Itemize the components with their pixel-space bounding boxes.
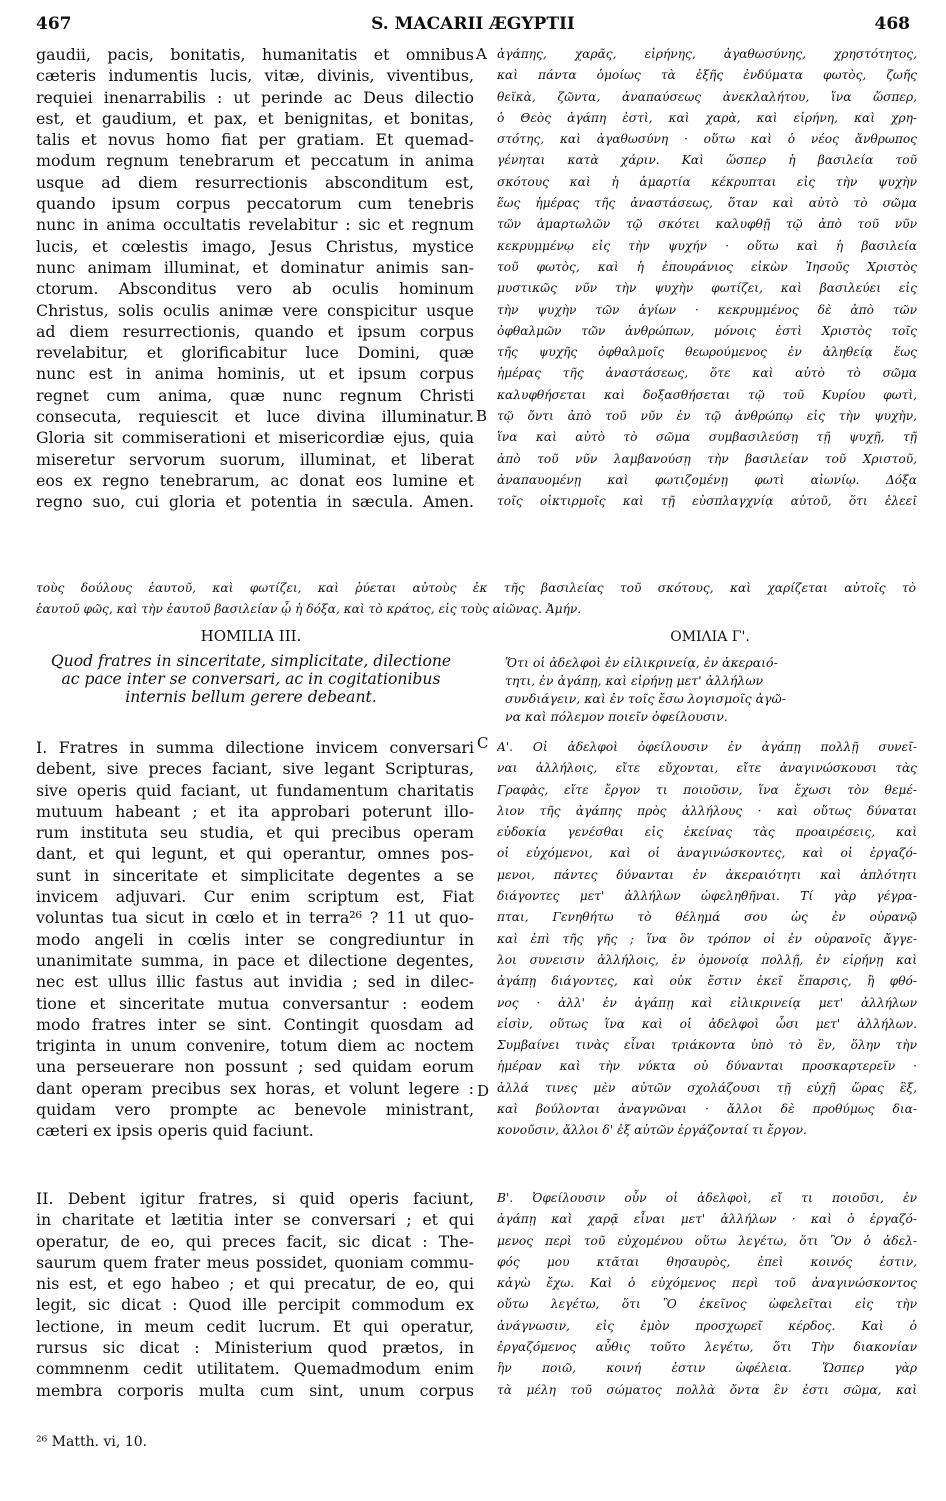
text-line: να καὶ πόλεμον ποιεῖν ὀφείλουσιν. [505, 709, 728, 724]
text-line: τῶν ἁμαρτωλῶν τῷ σκότει καλυφθῇ τῷ ἀπὸ τοῦ νῦν [497, 217, 917, 232]
text-line: nec est ullus illic fastus aut invidia ; sed in dilec- [36, 972, 474, 992]
text-line: talis et novus homo fiat per gratiam. Et quemad- [36, 130, 474, 150]
text-line: ἵνα καὶ αὐτὸ τὸ σῶμα συμβασιλεύσῃ τῇ ψυχῇ, τῇ [497, 430, 917, 445]
text-line: internis bellum gerere debeant. [125, 688, 377, 706]
text-line: Γραφὰς, εἴτε ἔργον τι ποιοῦσιν, ἵνα ἔχωσι τὸν θεμέ- [497, 782, 917, 797]
text-line: τοὺς δούλους ἑαυτοῦ, καὶ φωτίζει, καὶ ῥύεται αὐτοὺς ἐκ τῆς βασιλείας τοῦ σκότους, καὶ χαρίζεται αὐτοῖς τὸ [36, 581, 916, 595]
greek-paragraph-2 [497, 1188, 917, 1401]
text-line: εὐδοκία γενέσθαι εἰς ἐκείνας τὰς προαιρέσεις, καὶ [497, 825, 917, 840]
text-line: ἡμέραν καὶ τὴν νύκτα οὐ δύνανται προσκαρτερεῖν · [497, 1059, 917, 1074]
text-line: τοῖς οἰκτιρμοῖς καὶ τῇ εὐσπλαγχνίᾳ αὐτοῦ, ὅτι ἐλεεῖ [497, 494, 917, 509]
text-line: nunc in anima occultatis revelabitur : sic et regnum [36, 215, 474, 235]
text-line: τητι, ἐν ἀγάπῃ, καὶ εἰρήνῃ μετ' ἀλλήλων [505, 673, 764, 688]
text-line: cæteri ex ipsis operis quid faciunt. [36, 1121, 314, 1141]
running-title: S. MACARII ÆGYPTII [371, 14, 575, 34]
text-line: εἰσὶν, οὕτως ἵνα καὶ οἱ ἀδελφοὶ ὦσι μετ' ἀλλήλων. [497, 1016, 917, 1031]
text-line: οἱ εὐχόμενοι, καὶ οἱ ἀναγινώσκοντες, καὶ οἱ ἐργαζό- [497, 846, 917, 861]
text-line: Christus, solis oculis animæ vere conspicitur usque [36, 300, 474, 320]
text-line: sunt in sinceritate et simplicitate degentes a se [36, 865, 474, 885]
text-line: λιον τῆς ἀγάπης πρὸς ἀλλήλους · καὶ οὕτως δύναται [497, 803, 917, 818]
text-line: modo fratres inter se sint. Contingit quosdam ad [36, 1014, 474, 1034]
text-line: στότης, καὶ ἀγαθωσύνη · οὕτω καὶ ὁ νέος ἄνθρωπος [497, 132, 917, 147]
text-line: νος · ἀλλ' ἐν ἀγάπῃ καὶ εἰλικρινείᾳ μετ' ἀλλήλων [497, 995, 917, 1010]
text-line: ἐργαζόμενος αὖθις τοῦτο λεγέτω, ὅτι Τὴν διακονίαν [497, 1340, 917, 1355]
text-line: saurum quem frater meus possidet, quoniam commu- [36, 1252, 474, 1272]
text-line: rum instituta seu studia, et qui precibus operam [36, 823, 474, 843]
text-line: voluntas tua sicut in cœlo et in terra²⁶ ? 11 ut quo- [36, 908, 474, 928]
text-line: σκότους καὶ ἡ ἁμαρτία κέκρυπται εἰς τὴν ψυχὴν [497, 174, 917, 189]
text-line: gaudii, pacis, bonitatis, humanitatis et omnibus [36, 45, 474, 64]
text-line: κεκρυμμένῳ εἰς τὴν ψυχήν · οὕτω καὶ ἡ βασιλεία [497, 238, 917, 253]
text-line: ἀναπαυομένῃ καὶ φωτιζομένῃ φωτὶ αἰωνίῳ. Δόξα [497, 472, 917, 487]
text-line: τῷ ὄντι ἀπὸ τοῦ νῦν ἐν τῷ ἀνθρώπῳ εἰς τὴν ψυχὴν, [497, 409, 917, 424]
text-line: lectione, in meum cedit lucrum. Et qui operatur, [36, 1316, 474, 1336]
page-header [36, 14, 910, 38]
text-line: est, et gaudium, et pax, et benignitas, et bonitas, [36, 108, 474, 128]
section-marker-d: D [477, 1082, 490, 1100]
text-line: ὀφθαλμῶν τῶν ἀνθρώπων, μόνοις ἐστὶ Χριστὸς τοῖς [497, 323, 917, 338]
text-line: nunc est in anima hominis, ut et ipsum corpus [36, 364, 474, 384]
text-line: commnenm cedit utilitatem. Quemadmodum enim [36, 1359, 474, 1379]
text-line: συνδιάγειν, καὶ ἐν τοῖς ἔσω λογισμοῖς ἀγῶ- [505, 691, 786, 706]
greek-paragraph-1 [497, 737, 917, 1142]
text-line: ἀνάγνωσιν, εἰς ἐμὸν προσχωρεῖ κέρδος. Καὶ ὁ [497, 1318, 917, 1333]
text-line: καὶ ἐπὶ τῆς γῆς ; ἵνα ὃν τρόπον οἱ ἐν οὐρανοῖς ἄγγε- [497, 931, 917, 946]
text-line: invicem adjuvari. Cur enim scriptum est, Fiat [36, 887, 474, 907]
text-line: πται, Γενηθήτω τὸ θέλημά σου ὡς ἐν οὐρανῷ [497, 910, 917, 925]
text-line: κἀγὼ ἔχω. Καὶ ὁ εὐχόμενος περὶ τοῦ ἀναγινώσκοντος [497, 1276, 917, 1291]
text-line: ἕως ἡμέρας τῆς ἀναστάσεως, ὅταν καὶ αὐτὸ τὸ σῶμα [497, 196, 917, 211]
text-line: κονοῦσιν, ἄλλοι δ' ἐξ αὐτῶν ἐργάζονταί τι ἔργον. [497, 1123, 807, 1138]
text-line: requiei inenarrabilis : ut perinde ac Deus dilectio [36, 87, 474, 107]
text-line: regnet cum anima, quæ nunc regnum Christi [36, 385, 474, 405]
latin-paragraph-1 [36, 737, 474, 1142]
text-line: ἣν ποιῶ, κοινή ἐστιν ὠφέλεια. Ὥσπερ γὰρ [497, 1361, 917, 1376]
text-line: quidam vero prompte ac benevole ministrant, [36, 1100, 474, 1120]
text-line: miseretur servorum suorum, illuminat, et liberat [36, 449, 474, 469]
text-line: ac pace inter se conversari, ac in cogitationibus [61, 670, 441, 688]
text-line: nis est, et ego habeo ; et qui precatur, de eo, qui [36, 1274, 474, 1294]
text-line: revelabitur, et glorificabitur luce Domini, quæ [36, 343, 474, 363]
text-line: ἑαυτοῦ φῶς, καὶ τὴν ἑαυτοῦ βασιλείαν ᾧ ἡ δόξα, καὶ τὸ κράτος, εἰς τοὺς αἰῶνας. Ἀμήν. [36, 602, 582, 616]
greek-full-width-lines [36, 578, 916, 620]
text-line: φός μου κτᾶται θησαυρὸς, ἐπεὶ κοινός ἐστιν, [497, 1254, 917, 1269]
text-line: in charitate et lætitia inter se conversari ; et qui [36, 1210, 474, 1230]
text-line: quando ipsum corpus peccatorum cum tenebris [36, 194, 474, 214]
section-marker-a: A [476, 45, 487, 63]
text-line: τοῦ φωτὸς, καὶ ἡ ἐπουράνιος εἰκὼν Ἰησοῦς Χριστὸς [497, 259, 917, 274]
page-number-right: 468 [874, 14, 910, 34]
text-line: τὰ μέλη τοῦ σώματος πολλὰ ὄντα ἓν ἐστι σῶμα, καὶ [497, 1382, 917, 1397]
text-line: ἀγάπης, χαρᾶς, εἰρήνης, ἀγαθωσύνης, χρηστότητος, [497, 47, 917, 61]
text-line: eos ex regno tenebrarum, ac donat eos lumine et [36, 470, 474, 490]
greek-column-top [497, 44, 917, 513]
text-line: rursus sic dicat : Ministerium quod prætos, in [36, 1338, 474, 1358]
section-marker-c: C [477, 734, 489, 752]
text-line: τὴν ψυχὴν τῶν ἁγίων · κεκρυμμένος δὲ ἀπὸ τῶν [497, 302, 917, 317]
text-line: tione et sinceritate mutua conversantur : eodem [36, 993, 474, 1013]
text-line: dant operam precibus sex horas, et volunt legere : [36, 1078, 474, 1098]
text-line: θεϊκὰ, ζῶντα, ἀναπαύσεως ἀνεκλαλήτου, ἵνα ὥσπερ, [497, 89, 917, 104]
text-line: τῆς ψυχῆς ὀφθαλμοῖς θεωρούμενος ἐν ἀληθείᾳ ἕως [497, 345, 917, 360]
text-line: ὁ Θεὸς ἀγάπη ἐστὶ, καὶ χαρὰ, καὶ εἰρήνη, καὶ χρη- [497, 110, 917, 125]
text-line: ἀγάπῃ διάγοντες, καὶ οὐκ ἔστιν ἐκεῖ ἔπαρσις, ἢ φθό- [497, 974, 917, 989]
text-line: sive operis quid faciant, ut fundamentum charitatis [36, 780, 474, 800]
text-line: μενοι, πάντες δύνανται ἐν ἀκεραιότητι καὶ ἁπλότητι [497, 867, 917, 882]
text-line: Ὅτι οἱ ἀδελφοὶ ἐν εἰλικρινείᾳ, ἐν ἀκεραιό- [505, 655, 778, 670]
footnote: ²⁶ Matth. vi, 10. [36, 1434, 148, 1450]
text-line: ἀπὸ τοῦ νῦν λαμβανούσῃ τὴν βασιλείαν τοῦ Χριστοῦ, [497, 451, 917, 466]
page-number-left: 467 [36, 14, 72, 34]
text-line: Quod fratres in sinceritate, simplicitate, dilectione [50, 652, 452, 670]
text-line: lucis, et cœlestis imago, Jesus Christus, mystice [36, 236, 474, 256]
text-line: ἡμέρας τῆς ἀναστάσεως, ὅτε καὶ αὐτὸ τὸ σῶμα [497, 366, 917, 381]
text-line: μυστικῶς νῦν τὴν ψυχὴν φωτίζει, καὶ βασιλεύει εἰς [497, 281, 917, 296]
homily-title-greek: ΟΜΙΛΙΑ Γ'. [670, 629, 750, 645]
text-line: modum regnum tenebrarum et peccatum in anima [36, 151, 474, 171]
text-line: ἀγάπῃ καὶ χαρᾷ εἶναι μετ' ἀλλήλων · καὶ ὁ ἐργαζό- [497, 1212, 917, 1227]
text-line: λοι συνεισιν ἀλλήλοις, ἐν ὁμονοίᾳ πολλῇ, ἐν εἰρήνῃ καὶ [497, 952, 917, 967]
text-line: triginta in unum convenire, totum diem ac noctem [36, 1036, 474, 1056]
text-line: una perseuerare non possunt ; sed quidam eorum [36, 1057, 474, 1077]
latin-paragraph-2 [36, 1188, 474, 1401]
text-line: Συμβαίνει τινὰς εἶναι τριάκοντα ὑπὸ τὸ ἓν, ὅλην τὴν [497, 1038, 917, 1053]
text-line: legit, sic dicat : Quod ille percipit commodum ex [36, 1295, 474, 1315]
text-line: consecuta, requiescit et luce divina illuminatur. [36, 407, 474, 427]
text-line: usque ad diem resurrectionis absconditum est, [36, 172, 474, 192]
text-line: ναι ἀλλήλοις, εἴτε εὔχονται, εἴτε ἀναγινώσκουσι τὰς [497, 761, 917, 776]
section-marker-b: B [476, 407, 488, 425]
text-line: μενος περὶ τοῦ εὐχομένου οὕτω λεγέτω, ὅτι Ὃν ὁ ἀδελ- [497, 1233, 917, 1248]
text-line: cæteris indumentis lucis, vitæ, divinis, viventibus, [36, 66, 474, 86]
text-line: membra corporis multa cum sint, unum corpus [36, 1380, 474, 1400]
homily-subtitle-latin [36, 652, 466, 706]
text-line: Β'. Ὀφείλουσιν οὖν οἱ ἀδελφοὶ, εἴ τι ποιοῦσι, ἐν [497, 1191, 917, 1205]
text-line: Α'. Οἱ ἀδελφοὶ ὀφείλουσιν ἐν ἀγάπῃ πολλῇ συνεῖ- [497, 740, 917, 754]
text-line: operatur, de eo, qui preces facit, sic dicat : The- [36, 1231, 474, 1251]
homily-title-latin: HOMILIA III. [200, 627, 302, 645]
latin-column-top [36, 44, 474, 513]
text-line: debent, sive preces faciant, sive legant Scripturas, [36, 759, 474, 779]
text-line: modo angeli in cœlis inter se congrediuntur in [36, 929, 474, 949]
text-line: καὶ πάντα ὁμοίως τὰ ἐξῆς ἐνδύματα φωτὸς, ζωῆς [497, 68, 917, 83]
text-line: ad diem resurrectionis, quando et ipsum corpus [36, 321, 474, 341]
text-line: I. Fratres in summa dilectione invicem conversari [36, 738, 474, 757]
text-line: nunc animam illuminat, et dominatur animis san- [36, 257, 474, 277]
text-line: II. Debent igitur fratres, si quid operis faciunt, [36, 1189, 474, 1208]
text-line: ctorum. Absconditus vero ab oculis hominum [36, 279, 474, 299]
text-line: dant, et qui legunt, et qui operantur, omnes pos- [36, 844, 474, 864]
text-line: καὶ βούλονται ἀναγνῶναι · ἄλλοι δὲ προθύμως δια- [497, 1102, 917, 1117]
text-line: διάγοντες μετ' ἀλλήλων ὠφεληθῆναι. Τί γὰρ γέγρα- [497, 889, 917, 904]
text-line: γένηται κατὰ χάριν. Καὶ ὥσπερ ἡ βασιλεία τοῦ [497, 153, 917, 168]
text-line: Gloria sit commiserationi et misericordiæ ejus, quia [36, 428, 474, 448]
text-line: καλυφθήσεται καὶ δοξασθήσεται τῷ τοῦ Κυρίου φωτὶ, [497, 387, 917, 402]
text-line: unanimitate summa, in pace et dilectione degentes, [36, 950, 474, 970]
text-line: mutuum habeant ; et ita approbari poterunt illo- [36, 801, 474, 821]
text-line: οὕτω λεγέτω, ὅτι Ὃ ἐκεῖνος ὠφελεῖται εἰς τὴν [497, 1297, 917, 1312]
text-line: ἀλλά τινες μὲν αὐτῶν σχολάζουσι τῇ εὐχῇ ὥρας ἓξ, [497, 1080, 917, 1095]
text-line: regno suo, cui gloria et potentia in sæcula. Amen. [36, 492, 474, 512]
homily-subtitle-greek [505, 654, 915, 726]
